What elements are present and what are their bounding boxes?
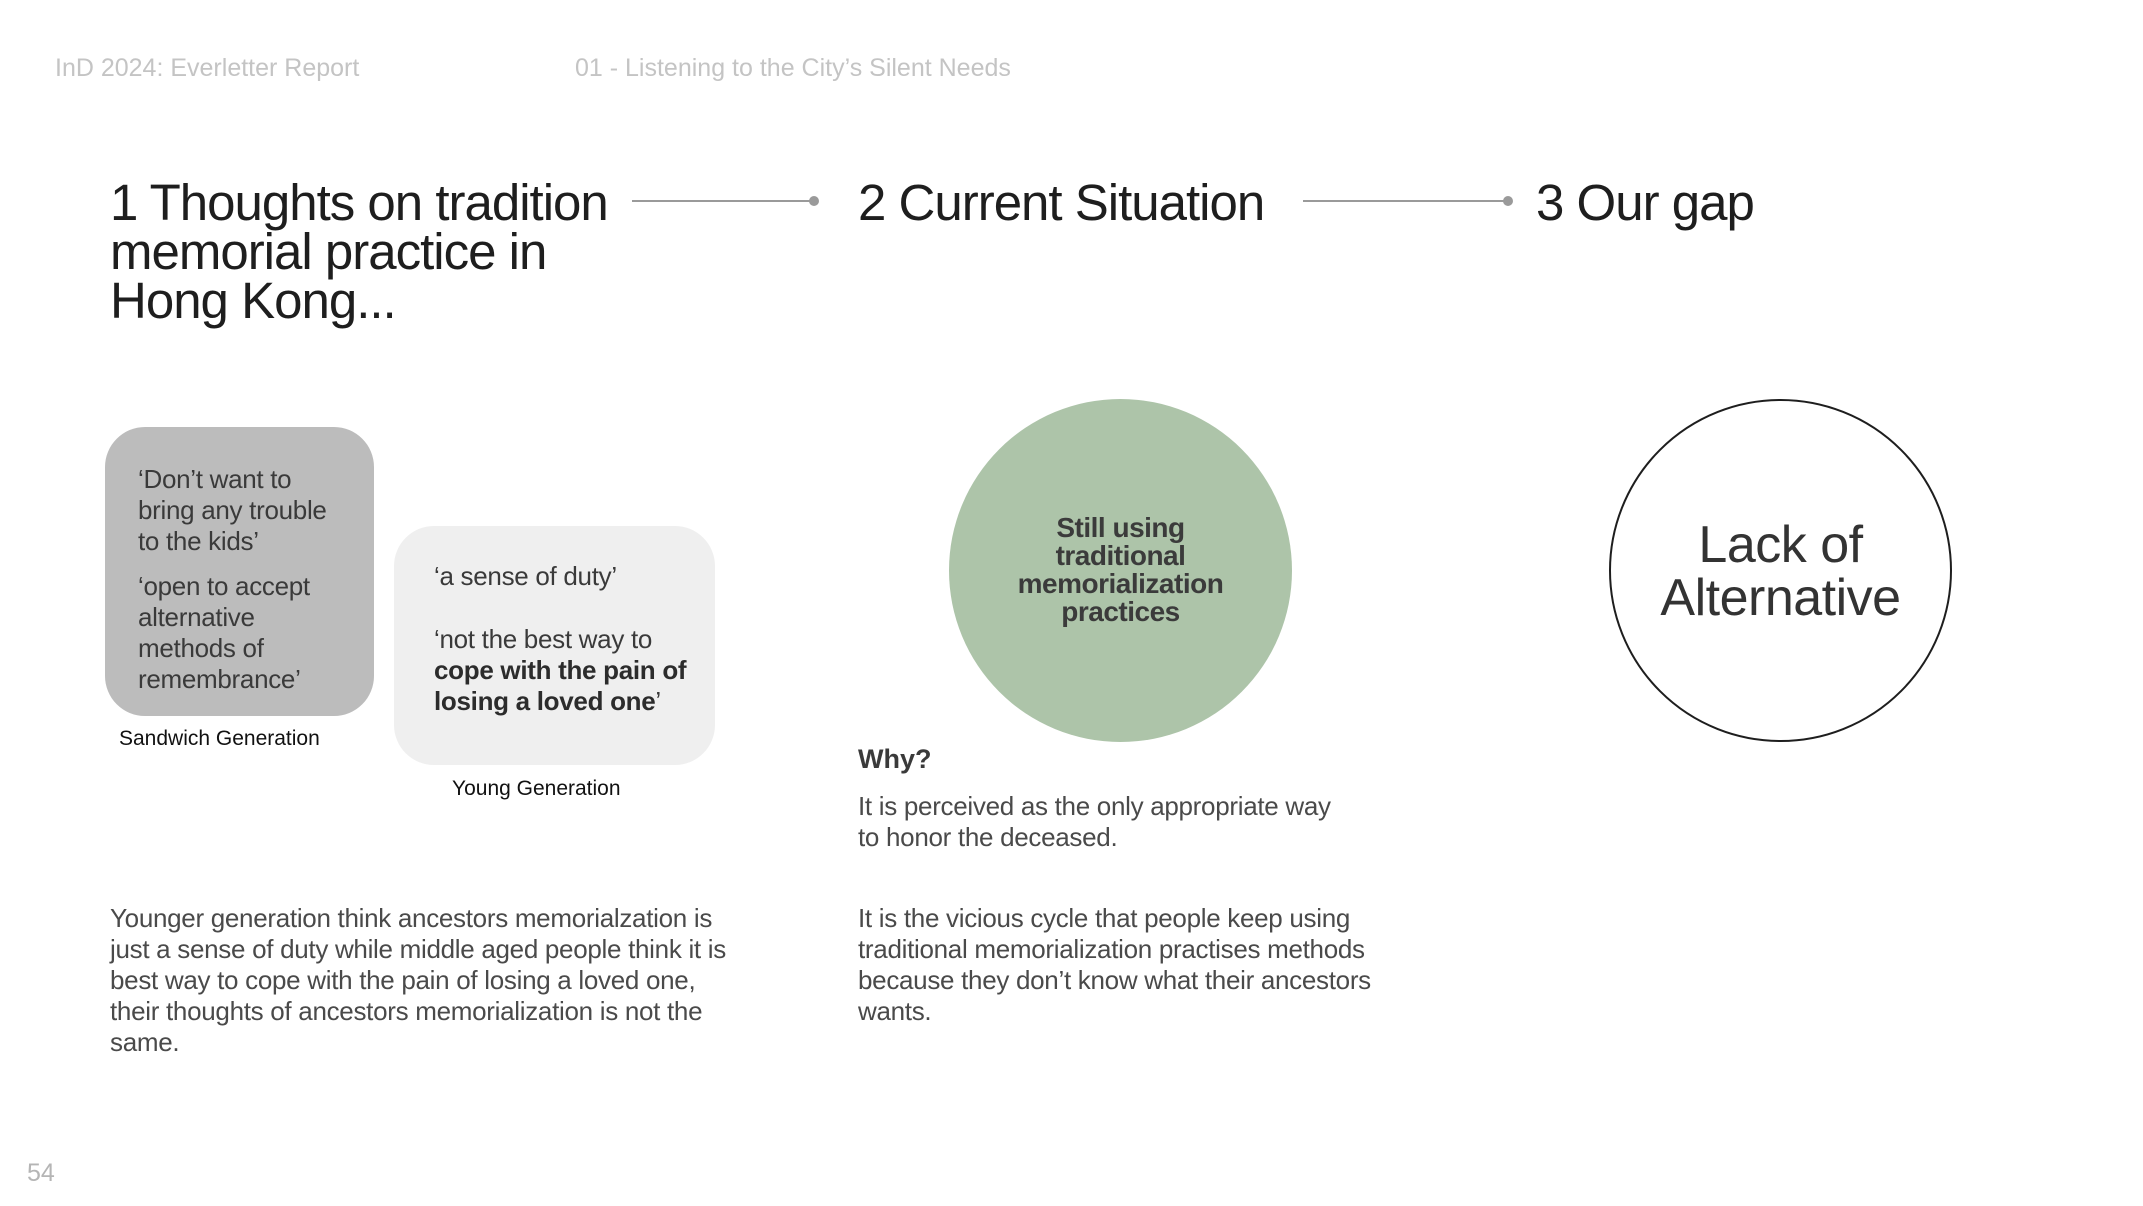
section-1-summary (110, 903, 726, 1058)
page-number: 54 (27, 1159, 55, 1187)
quote-line: ‘open to accept (138, 571, 310, 601)
summary-line: just a sense of duty while middle aged people think it is (110, 934, 726, 964)
section-1-title (110, 174, 608, 329)
circle-label-line: Alternative (1660, 568, 1901, 627)
circle-label-line: Still using (1056, 511, 1185, 543)
young-generation-card (394, 526, 715, 765)
circle-label-line: practices (1061, 595, 1180, 627)
current-situation-label (1017, 511, 1224, 627)
circle-label-line: memorialization (1017, 567, 1224, 599)
quote-line: ‘Don’t want to (138, 464, 292, 494)
summary-line: their thoughts of ancestors memorialization is not the (110, 996, 703, 1026)
sandwich-generation-card (105, 427, 374, 716)
quote-line: bring any trouble (138, 495, 327, 525)
quote-closing-mark: ’ (655, 686, 661, 716)
vicious-cycle-text (858, 903, 1371, 1027)
quote-line: remembrance’ (138, 664, 301, 694)
cycle-line: wants. (858, 996, 932, 1026)
why-heading: Why? (858, 744, 932, 774)
why-line: to honor the deceased. (858, 822, 1118, 852)
summary-line: best way to cope with the pain of losing a loved one, (110, 965, 696, 995)
sandwich-generation-caption: Sandwich Generation (119, 727, 320, 750)
young-quote-2 (434, 624, 686, 717)
chapter-title: 01 - Listening to the City’s Silent Needs (575, 54, 1011, 82)
report-title: InD 2024: Everletter Report (55, 54, 360, 82)
quote-line: ‘not the best way to (434, 624, 653, 654)
why-line: It is perceived as the only appropriate way (858, 791, 1331, 821)
why-explanation (858, 791, 1331, 853)
quote-line: alternative (138, 602, 255, 632)
summary-line: Younger generation think ancestors memorialzation is (110, 903, 713, 933)
cycle-line: traditional memorialization practises methods (858, 934, 1365, 964)
young-generation-caption: Young Generation (452, 777, 621, 800)
quote-line-bold: cope with the pain of (434, 655, 687, 685)
quote-line: to the kids’ (138, 526, 259, 556)
cycle-line: because they don’t know what their ancestors (858, 965, 1371, 995)
connector-2-to-3 (1303, 200, 1508, 202)
connector-1-to-2 (632, 200, 814, 202)
circle-label-line: traditional (1055, 539, 1186, 571)
section-2-title: 2 Current Situation (858, 174, 1265, 231)
section-1-title-line: Hong Kong... (110, 272, 396, 329)
sandwich-quote-1 (138, 464, 327, 557)
cycle-line: It is the vicious cycle that people keep using (858, 903, 1351, 933)
our-gap-label (1660, 515, 1901, 627)
our-gap-circle (1609, 399, 1952, 742)
section-1-title-line: memorial practice in (110, 223, 547, 280)
quote-bold-fragment: losing a loved one (434, 686, 656, 716)
young-quote-1: ‘a sense of duty’ (434, 561, 617, 591)
circle-label-line: Lack of (1698, 515, 1863, 574)
sandwich-quote-2 (138, 571, 310, 695)
quote-line (434, 686, 686, 717)
section-3-title: 3 Our gap (1536, 174, 1754, 231)
quote-line: methods of (138, 633, 264, 663)
current-situation-circle (949, 399, 1292, 742)
summary-line: same. (110, 1027, 180, 1057)
section-1-title-line: 1 Thoughts on tradition (110, 174, 608, 231)
